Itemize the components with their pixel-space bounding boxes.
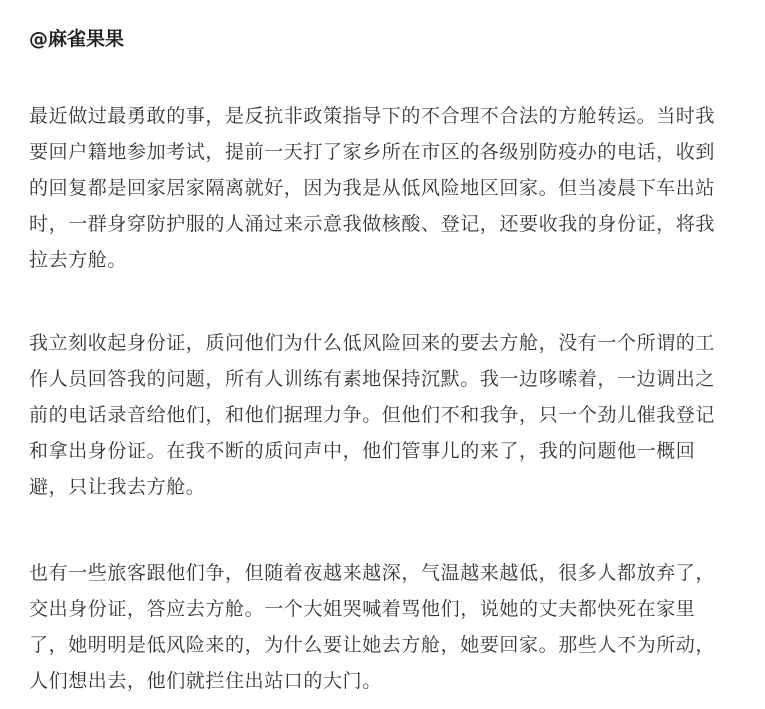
paragraph-3 xyxy=(29,555,749,699)
text-line: 避，只让我去方舱。 xyxy=(29,476,206,498)
text-line: 了，她明明是低风险来的，为什么要让她去方舱，她要回家。那些人不为所动， xyxy=(29,634,716,656)
text-line: 前的电话录音给他们，和他们据理力争。但他们不和我争，只一个劲儿催我登记 xyxy=(29,404,716,426)
text-line: 最近做过最勇敢的事，是反抗非政策指导下的不合理不合法的方舱转运。当时我 xyxy=(29,105,716,127)
text-line: 也有一些旅客跟他们争，但随着夜越来越深，气温越来越低，很多人都放弃了， xyxy=(29,562,716,584)
text-line: 作人员回答我的问题，所有人训练有素地保持沉默。我一边哆嗦着，一边调出之 xyxy=(29,368,716,390)
author-handle: @麻雀果果 xyxy=(29,28,125,50)
text-line: 交出身份证，答应去方舱。一个大姐哭喊着骂他们，说她的丈夫都快死在家里 xyxy=(29,598,696,620)
text-line: 的回复都是回家居家隔离就好，因为我是从低风险地区回家。但当凌晨下车出站 xyxy=(29,177,716,199)
text-line: 拉去方舱。 xyxy=(29,249,128,271)
paragraph-1 xyxy=(29,98,749,278)
text-line: 人们想出去，他们就拦住出站口的大门。 xyxy=(29,670,382,692)
text-line: 我立刻收起身份证，质问他们为什么低风险回来的要去方舱，没有一个所谓的工 xyxy=(29,332,716,354)
text-line: 时，一群身穿防护服的人涌过来示意我做核酸、登记，还要收我的身份证，将我 xyxy=(29,213,716,235)
text-line: 和拿出身份证。在我不断的质问声中，他们管事儿的来了，我的问题他一概回 xyxy=(29,440,696,462)
text-line: 要回户籍地参加考试，提前一天打了家乡所在市区的各级别防疫办的电话，收到 xyxy=(29,141,716,163)
paragraph-2 xyxy=(29,325,749,505)
